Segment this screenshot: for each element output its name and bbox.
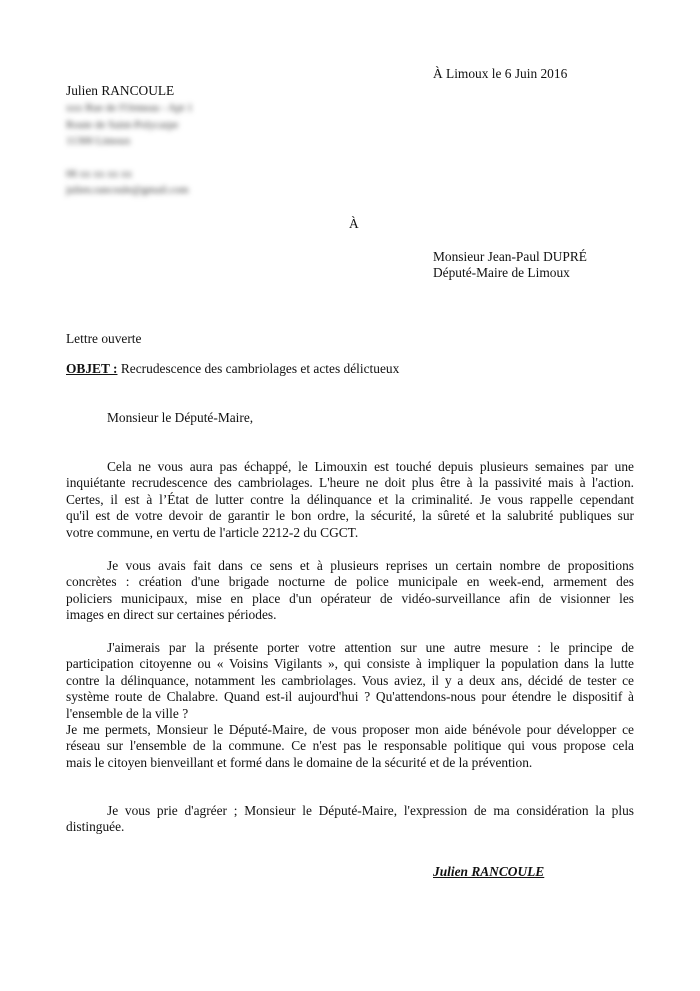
paragraph-line: distinguée. [66, 819, 125, 835]
sender-name: Julien RANCOULE [66, 83, 175, 98]
paragraph-line: J'aimerais par la présente porter votre attention sur une autre mesure : le principe de [107, 640, 634, 655]
subject-line [66, 361, 399, 377]
paragraph-line: Cela ne vous aura pas échappé, le Limouxin est touché depuis plusieurs semaines par une [107, 459, 634, 474]
paragraph-line: Je me permets, Monsieur le Député-Maire, de vous proposer mon aide bénévole pour développer ce [66, 722, 634, 737]
body-paragraph-2 [66, 558, 634, 624]
to-marker: À [349, 216, 359, 231]
paragraph-line: l'ensemble de la ville ? [66, 705, 189, 721]
letter-type: Lettre ouverte [66, 331, 142, 346]
subject-text: Recrudescence des cambriolages et actes délictueux [120, 361, 400, 376]
salutation: Monsieur le Député-Maire, [107, 410, 254, 425]
paragraph-line: inquiétante recrudescence des cambriolages. L'heure ne doit plus être à la passivité mais à l'action. [66, 475, 634, 491]
paragraph-line: policiers municipaux, mise en place d'un opérateur de vidéo-surveillance afin de visionner les [66, 590, 634, 606]
paragraph-line: votre commune, en vertu de l'article 2212-2 du CGCT. [66, 524, 359, 540]
date-line: À Limoux le 6 Juin 2016 [433, 66, 568, 81]
closing-paragraph [66, 803, 634, 836]
signature: Julien RANCOULE [433, 864, 545, 879]
paragraph-line: concrètes : création d'une brigade nocturne de police municipale en week-end, armement des [66, 574, 634, 590]
recipient-title: Député-Maire de Limoux [433, 265, 570, 280]
paragraph-line: mais le citoyen bienveillant et formé dans le domaine de la sécurité et de la prévention. [66, 754, 533, 770]
paragraph-line: Je vous avais fait dans ce sens et à plusieurs reprises un certain nombre de propositions [107, 558, 634, 573]
body-paragraph-1 [66, 459, 634, 541]
paragraph-line: système route de Chalabre. Quand est-il aujourd'hui ? Qu'attendons-nous pour étendre le dispositif à [66, 689, 634, 705]
sender-address-line-1: xxx Rue de l'Ormeau - Apt 1 [66, 102, 193, 114]
sender-address-line-3: 11300 Limoux [66, 135, 131, 147]
paragraph-line: images en direct sur certaines périodes. [66, 607, 277, 623]
sender-address-line-2: Route de Saint-Polycarpe [66, 119, 179, 131]
paragraph-line: Certes, il est à l’État de lutter contre la délinquance et la criminalité. Je vous rappelle cependant [66, 491, 634, 507]
paragraph-line: participation citoyenne ou « Voisins Vigilants », qui consiste à impliquer la population dans la lutte [66, 656, 634, 672]
paragraph-line: contre la délinquance, notamment les cambriolages. Vous aviez, il y a deux ans, décidé de tester ce [66, 672, 634, 688]
paragraph-line: qu'il est de votre devoir de garantir le bon ordre, la sécurité, la sûreté et la salubrité publiques sur [66, 508, 634, 524]
sender-phone: 06 xx xx xx xx [66, 168, 132, 180]
sender-email: julien.rancoule@gmail.com [66, 184, 189, 196]
body-paragraph-3 [66, 640, 634, 722]
recipient-name: Monsieur Jean-Paul DUPRÉ [433, 249, 587, 264]
body-paragraph-4 [66, 722, 634, 771]
subject-label: OBJET : [66, 361, 118, 376]
paragraph-line: Je vous prie d'agréer ; Monsieur le Député-Maire, l'expression de ma considération la plus [107, 803, 634, 818]
paragraph-line: réseau sur l'ensemble de la commune. Ce n'est pas le responsable politique qui vous propose cela [66, 738, 634, 754]
